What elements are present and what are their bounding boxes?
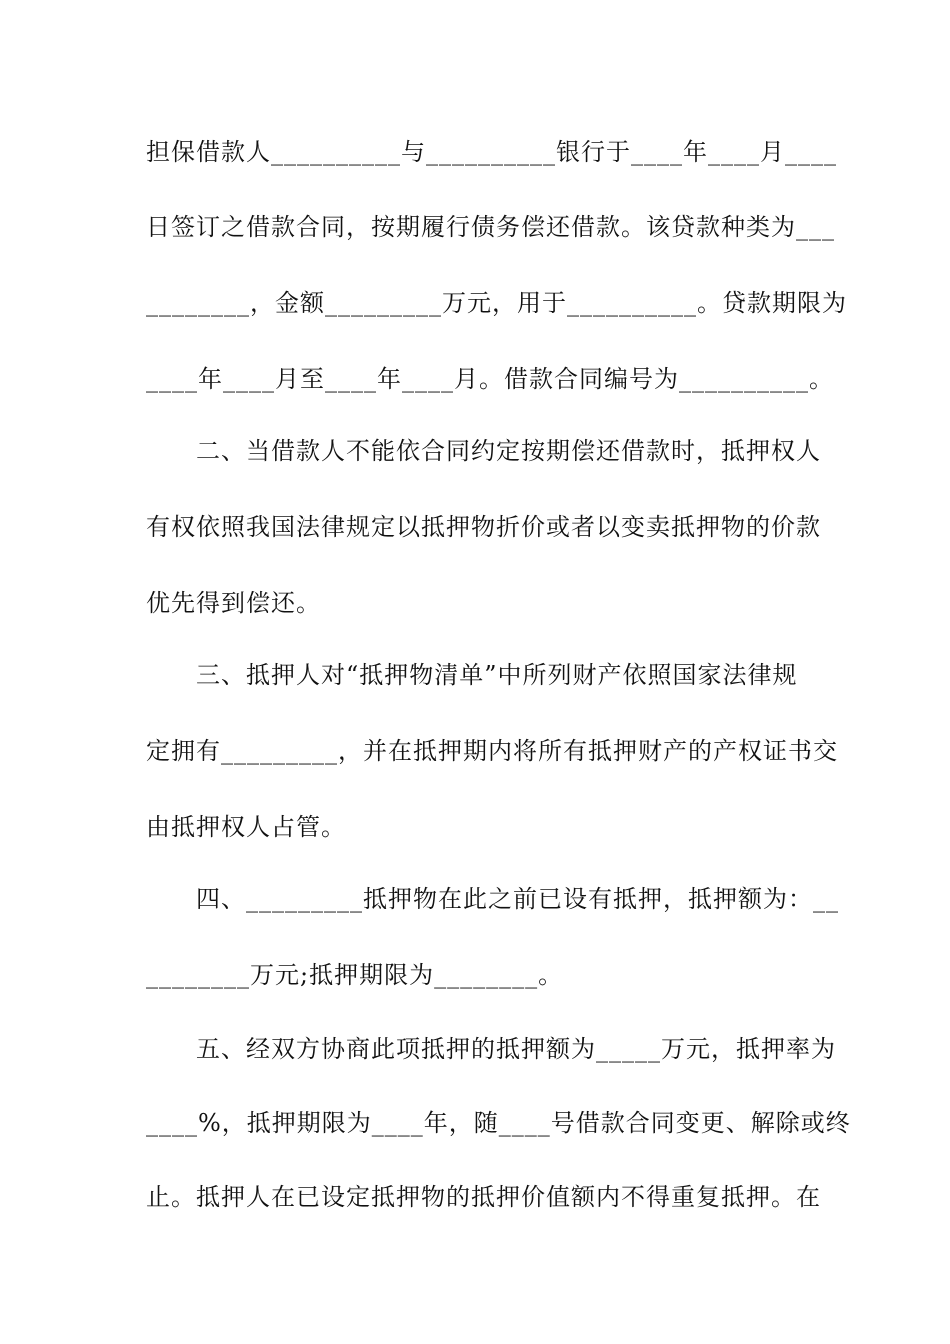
text-line: ________万元;抵押期限为________。: [146, 961, 564, 989]
text-line: ____%，抵押期限为____年，随____号借款合同变更、解除或终: [146, 1109, 851, 1137]
text-line: 止。抵押人在已设定抵押物的抵押价值额内不得重复抵押。在: [146, 1183, 821, 1211]
text-line: ________，金额_________万元，用于__________。贷款期限为: [146, 289, 847, 317]
clause-5-line: 五、经双方协商此项抵押的抵押额为_____万元，抵押率为: [146, 1035, 836, 1063]
clause-3-line: 三、抵押人对“抵押物清单”中所列财产依照国家法律规: [146, 661, 798, 689]
text-line: 担保借款人__________与__________银行于____年____月____: [146, 138, 837, 166]
clause-4-line: 四、_________抵押物在此之前已设有抵押，抵押额为：__: [146, 885, 839, 913]
text-line: 有权依照我国法律规定以抵押物折价或者以变卖抵押物的价款: [146, 513, 821, 541]
text-line: 由抵押权人占管。: [146, 813, 346, 841]
text-line: 优先得到偿还。: [146, 589, 321, 617]
text-line: ____年____月至____年____月。借款合同编号为__________。: [146, 365, 834, 393]
text-line: 日签订之借款合同，按期履行债务偿还借款。该贷款种类为___: [146, 213, 835, 241]
clause-2-line: 二、当借款人不能依合同约定按期偿还借款时，抵押权人: [146, 437, 821, 465]
text-line: 定拥有_________，并在抵押期内将所有抵押财产的产权证书交: [146, 737, 838, 765]
